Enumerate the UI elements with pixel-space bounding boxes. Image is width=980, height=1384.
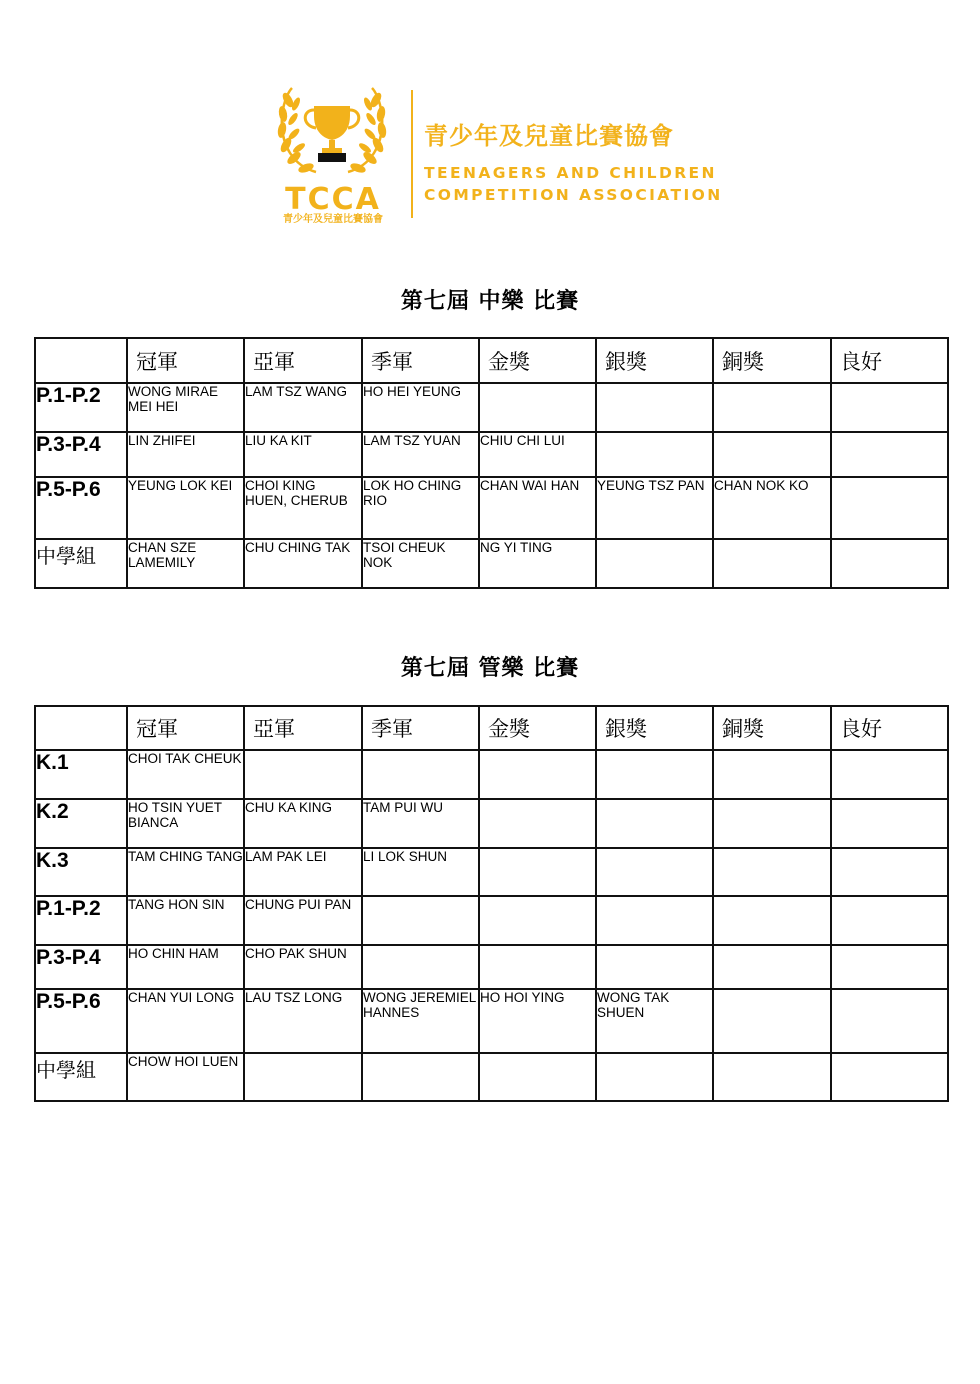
- header-champion: 冠軍: [127, 338, 244, 383]
- result-cell: [713, 750, 831, 799]
- header-corner-cell: [35, 706, 127, 750]
- result-cell: [479, 848, 596, 896]
- result-cell: HO HOI YING: [479, 989, 596, 1053]
- result-cell: [596, 945, 713, 989]
- logo-subtext: 青少年及兒童比賽協會: [283, 214, 383, 225]
- results-table-wind-music: [34, 705, 949, 1102]
- table-row: [35, 750, 948, 799]
- org-name-english-line2: COMPETITION ASSOCIATION: [424, 186, 723, 204]
- result-cell: [362, 750, 479, 799]
- table-row: [35, 799, 948, 848]
- result-cell: [713, 848, 831, 896]
- result-cell: [713, 383, 831, 432]
- result-cell: WONG TAK SHUEN: [596, 989, 713, 1053]
- group-label: K.3: [35, 848, 127, 896]
- result-cell: [831, 477, 948, 539]
- table-header-row: [35, 338, 948, 383]
- result-cell: CHAN YUI LONG: [127, 989, 244, 1053]
- logo-divider: [411, 90, 413, 218]
- header-silver-award: 銀獎: [596, 338, 713, 383]
- result-cell: [596, 1053, 713, 1101]
- result-cell: [713, 432, 831, 477]
- result-cell: [596, 383, 713, 432]
- result-cell: [831, 383, 948, 432]
- result-cell: [596, 539, 713, 588]
- result-cell: LOK HO CHING RIO: [362, 477, 479, 539]
- result-cell: CHAN WAI HAN: [479, 477, 596, 539]
- result-cell: [596, 432, 713, 477]
- group-label: K.2: [35, 799, 127, 848]
- group-label: 中學組: [35, 539, 127, 588]
- result-cell: [244, 750, 362, 799]
- table-row: [35, 432, 948, 477]
- header-champion: 冠軍: [127, 706, 244, 750]
- table-row: [35, 477, 948, 539]
- table-row: [35, 848, 948, 896]
- header-gold-award: 金獎: [479, 706, 596, 750]
- table-row: [35, 539, 948, 588]
- result-cell: [244, 1053, 362, 1101]
- result-cell: NG YI TING: [479, 539, 596, 588]
- result-cell: [831, 432, 948, 477]
- result-cell: [362, 945, 479, 989]
- result-cell: TAM PUI WU: [362, 799, 479, 848]
- organization-logo: [272, 86, 723, 226]
- result-cell: [713, 945, 831, 989]
- table-row: [35, 945, 948, 989]
- result-cell: [831, 896, 948, 945]
- group-label: P.1-P.2: [35, 383, 127, 432]
- result-cell: [713, 539, 831, 588]
- result-cell: [713, 989, 831, 1053]
- section-title-chinese-music: 第七屆 中樂 比賽: [400, 289, 580, 314]
- result-cell: LIU KA KIT: [244, 432, 362, 477]
- result-cell: [831, 945, 948, 989]
- result-cell: LI LOK SHUN: [362, 848, 479, 896]
- result-cell: [479, 750, 596, 799]
- result-cell: LAM TSZ YUAN: [362, 432, 479, 477]
- header-bronze-award: 銅獎: [713, 706, 831, 750]
- result-cell: CHAN SZE LAMEMILY: [127, 539, 244, 588]
- result-cell: CHO PAK SHUN: [244, 945, 362, 989]
- result-cell: [713, 896, 831, 945]
- header-merit: 良好: [831, 338, 948, 383]
- header-silver-award: 銀獎: [596, 706, 713, 750]
- header-merit: 良好: [831, 706, 948, 750]
- result-cell: LAM PAK LEI: [244, 848, 362, 896]
- result-cell: LIN ZHIFEI: [127, 432, 244, 477]
- result-cell: CHIU CHI LUI: [479, 432, 596, 477]
- group-label: P.3-P.4: [35, 432, 127, 477]
- header-first-runner-up: 亞軍: [244, 338, 362, 383]
- header-bronze-award: 銅獎: [713, 338, 831, 383]
- result-cell: HO CHIN HAM: [127, 945, 244, 989]
- result-cell: [713, 1053, 831, 1101]
- result-cell: LAM TSZ WANG: [244, 383, 362, 432]
- result-cell: TANG HON SIN: [127, 896, 244, 945]
- result-cell: CHAN NOK KO: [713, 477, 831, 539]
- group-label: P.1-P.2: [35, 896, 127, 945]
- result-cell: [831, 848, 948, 896]
- header-corner-cell: [35, 338, 127, 383]
- result-cell: [596, 799, 713, 848]
- result-cell: CHU KA KING: [244, 799, 362, 848]
- result-cell: [479, 799, 596, 848]
- logo-acronym: TCCA: [285, 182, 381, 217]
- result-cell: WONG MIRAE MEI HEI: [127, 383, 244, 432]
- group-label: P.5-P.6: [35, 477, 127, 539]
- org-name-chinese: 青少年及兒童比賽協會: [424, 122, 674, 150]
- result-cell: [479, 383, 596, 432]
- table-header-row: [35, 706, 948, 750]
- result-cell: HO HEI YEUNG: [362, 383, 479, 432]
- result-cell: [831, 1053, 948, 1101]
- header-second-runner-up: 季軍: [362, 706, 479, 750]
- group-label: P.5-P.6: [35, 989, 127, 1053]
- result-cell: WONG JEREMIEL HANNES: [362, 989, 479, 1053]
- group-label: 中學組: [35, 1053, 127, 1101]
- org-name-english-line1: TEENAGERS AND CHILDREN: [424, 164, 717, 182]
- results-table-chinese-music: [34, 337, 949, 589]
- header-second-runner-up: 季軍: [362, 338, 479, 383]
- result-cell: [831, 750, 948, 799]
- result-cell: TAM CHING TANG: [127, 848, 244, 896]
- result-cell: [362, 896, 479, 945]
- result-cell: [479, 1053, 596, 1101]
- header-first-runner-up: 亞軍: [244, 706, 362, 750]
- org-name-english: [424, 162, 723, 206]
- result-cell: [831, 539, 948, 588]
- header-gold-award: 金獎: [479, 338, 596, 383]
- result-cell: CHUNG PUI PAN: [244, 896, 362, 945]
- result-cell: [596, 750, 713, 799]
- result-cell: CHU CHING TAK: [244, 539, 362, 588]
- result-cell: [362, 1053, 479, 1101]
- result-cell: [596, 896, 713, 945]
- result-cell: CHOW HOI LUEN: [127, 1053, 244, 1101]
- table-row: [35, 989, 948, 1053]
- group-label: P.3-P.4: [35, 945, 127, 989]
- result-cell: YEUNG TSZ PAN: [596, 477, 713, 539]
- table-row: [35, 1053, 948, 1101]
- result-cell: CHOI KING HUEN, CHERUB: [244, 477, 362, 539]
- table-row: [35, 896, 948, 945]
- result-cell: CHOI TAK CHEUK: [127, 750, 244, 799]
- result-cell: YEUNG LOK KEI: [127, 477, 244, 539]
- result-cell: [713, 799, 831, 848]
- result-cell: LAU TSZ LONG: [244, 989, 362, 1053]
- result-cell: [831, 989, 948, 1053]
- group-label: K.1: [35, 750, 127, 799]
- result-cell: TSOI CHEUK NOK: [362, 539, 479, 588]
- result-cell: [479, 896, 596, 945]
- result-cell: [479, 945, 596, 989]
- result-cell: [831, 799, 948, 848]
- result-cell: [596, 848, 713, 896]
- table-row: [35, 383, 948, 432]
- result-cell: HO TSIN YUET BIANCA: [127, 799, 244, 848]
- section-title-wind-music: 第七屆 管樂 比賽: [400, 656, 580, 681]
